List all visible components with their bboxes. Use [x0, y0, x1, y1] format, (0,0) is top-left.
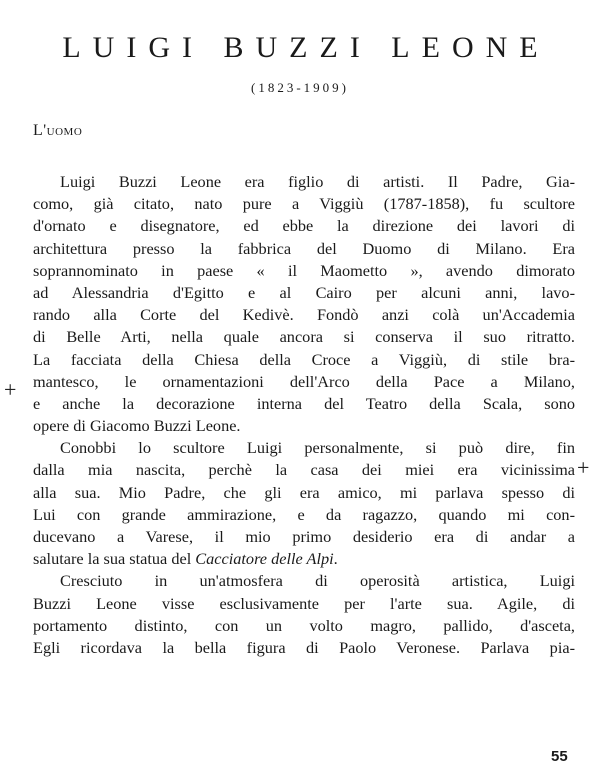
text-line: rando alla Corte del Kedivè. Fondò anzi colà un'Accademia [33, 305, 575, 325]
text-line: ducevano a Varese, il mio primo desiderio era di andar a [33, 527, 575, 546]
page-number: 55 [551, 748, 568, 765]
text-line: di Belle Arti, nella quale ancora si conserva il suo ritratto. [33, 327, 575, 347]
text-line: ad Alessandria d'Egitto e al Cairo per alcuni anni, lavo- [33, 282, 575, 302]
text-line: Cresciuto in un'atmosfera di operosità artistica, Luigi [60, 571, 575, 591]
text-line: Buzzi Leone visse esclusivamente per l'arte sua. Agile, di [33, 593, 575, 613]
text-line: alla sua. Mio Padre, che gli era amico, mi parlava spesso di [33, 482, 575, 502]
text-line: dalla mia nascita, perchè la casa dei miei era vicinissima [33, 460, 575, 480]
text-line: Luigi Buzzi Leone era figlio di artisti. Il Padre, Gia- [60, 172, 575, 191]
text-run: . [333, 549, 338, 569]
margin-cross-mark: + [4, 377, 17, 402]
text-line: architettura presso la fabbrica del Duomo di Milano. Era [33, 238, 575, 258]
text-line: La facciata della Chiesa della Croce a Viggiù, di stile bra- [33, 349, 575, 369]
text-line: opere di Giacomo Buzzi Leone. [33, 416, 241, 436]
text-line: mantesco, le ornamentazioni dell'Arco della Pace a Milano, [33, 371, 575, 391]
margin-cross-mark: + [577, 455, 590, 480]
page-title: LUIGI BUZZI LEONE [62, 31, 550, 64]
text-run: salutare la sua statua del [33, 549, 196, 569]
statue-title: Cacciatore delle Alpi [195, 549, 334, 569]
text-line: d'ornato e disegnatore, ed ebbe la direzione dei lavori di [33, 216, 575, 236]
life-years: (1823-1909) [251, 80, 349, 95]
text-line: soprannominato in paese « il Maometto », avendo dimorato [33, 260, 575, 280]
text-line: e anche la decorazione interna del Teatro della Scala, sono [33, 393, 575, 413]
text-line [33, 548, 575, 570]
text-line: Egli ricordava la bella figura di Paolo Veronese. Parlava pia- [33, 637, 575, 657]
text-line: Conobbi lo scultore Luigi personalmente, si può dire, fin [60, 438, 575, 458]
text-line: Lui con grande ammirazione, e da ragazzo, quando mi con- [33, 504, 575, 524]
text-line: como, già citato, nato pure a Viggiù (1787-1858), fu scultore [33, 194, 575, 214]
section-heading: L'uomo [33, 122, 83, 139]
text-line: portamento distinto, con un volto magro, pallido, d'asceta, [33, 615, 575, 635]
body-text [33, 171, 575, 659]
